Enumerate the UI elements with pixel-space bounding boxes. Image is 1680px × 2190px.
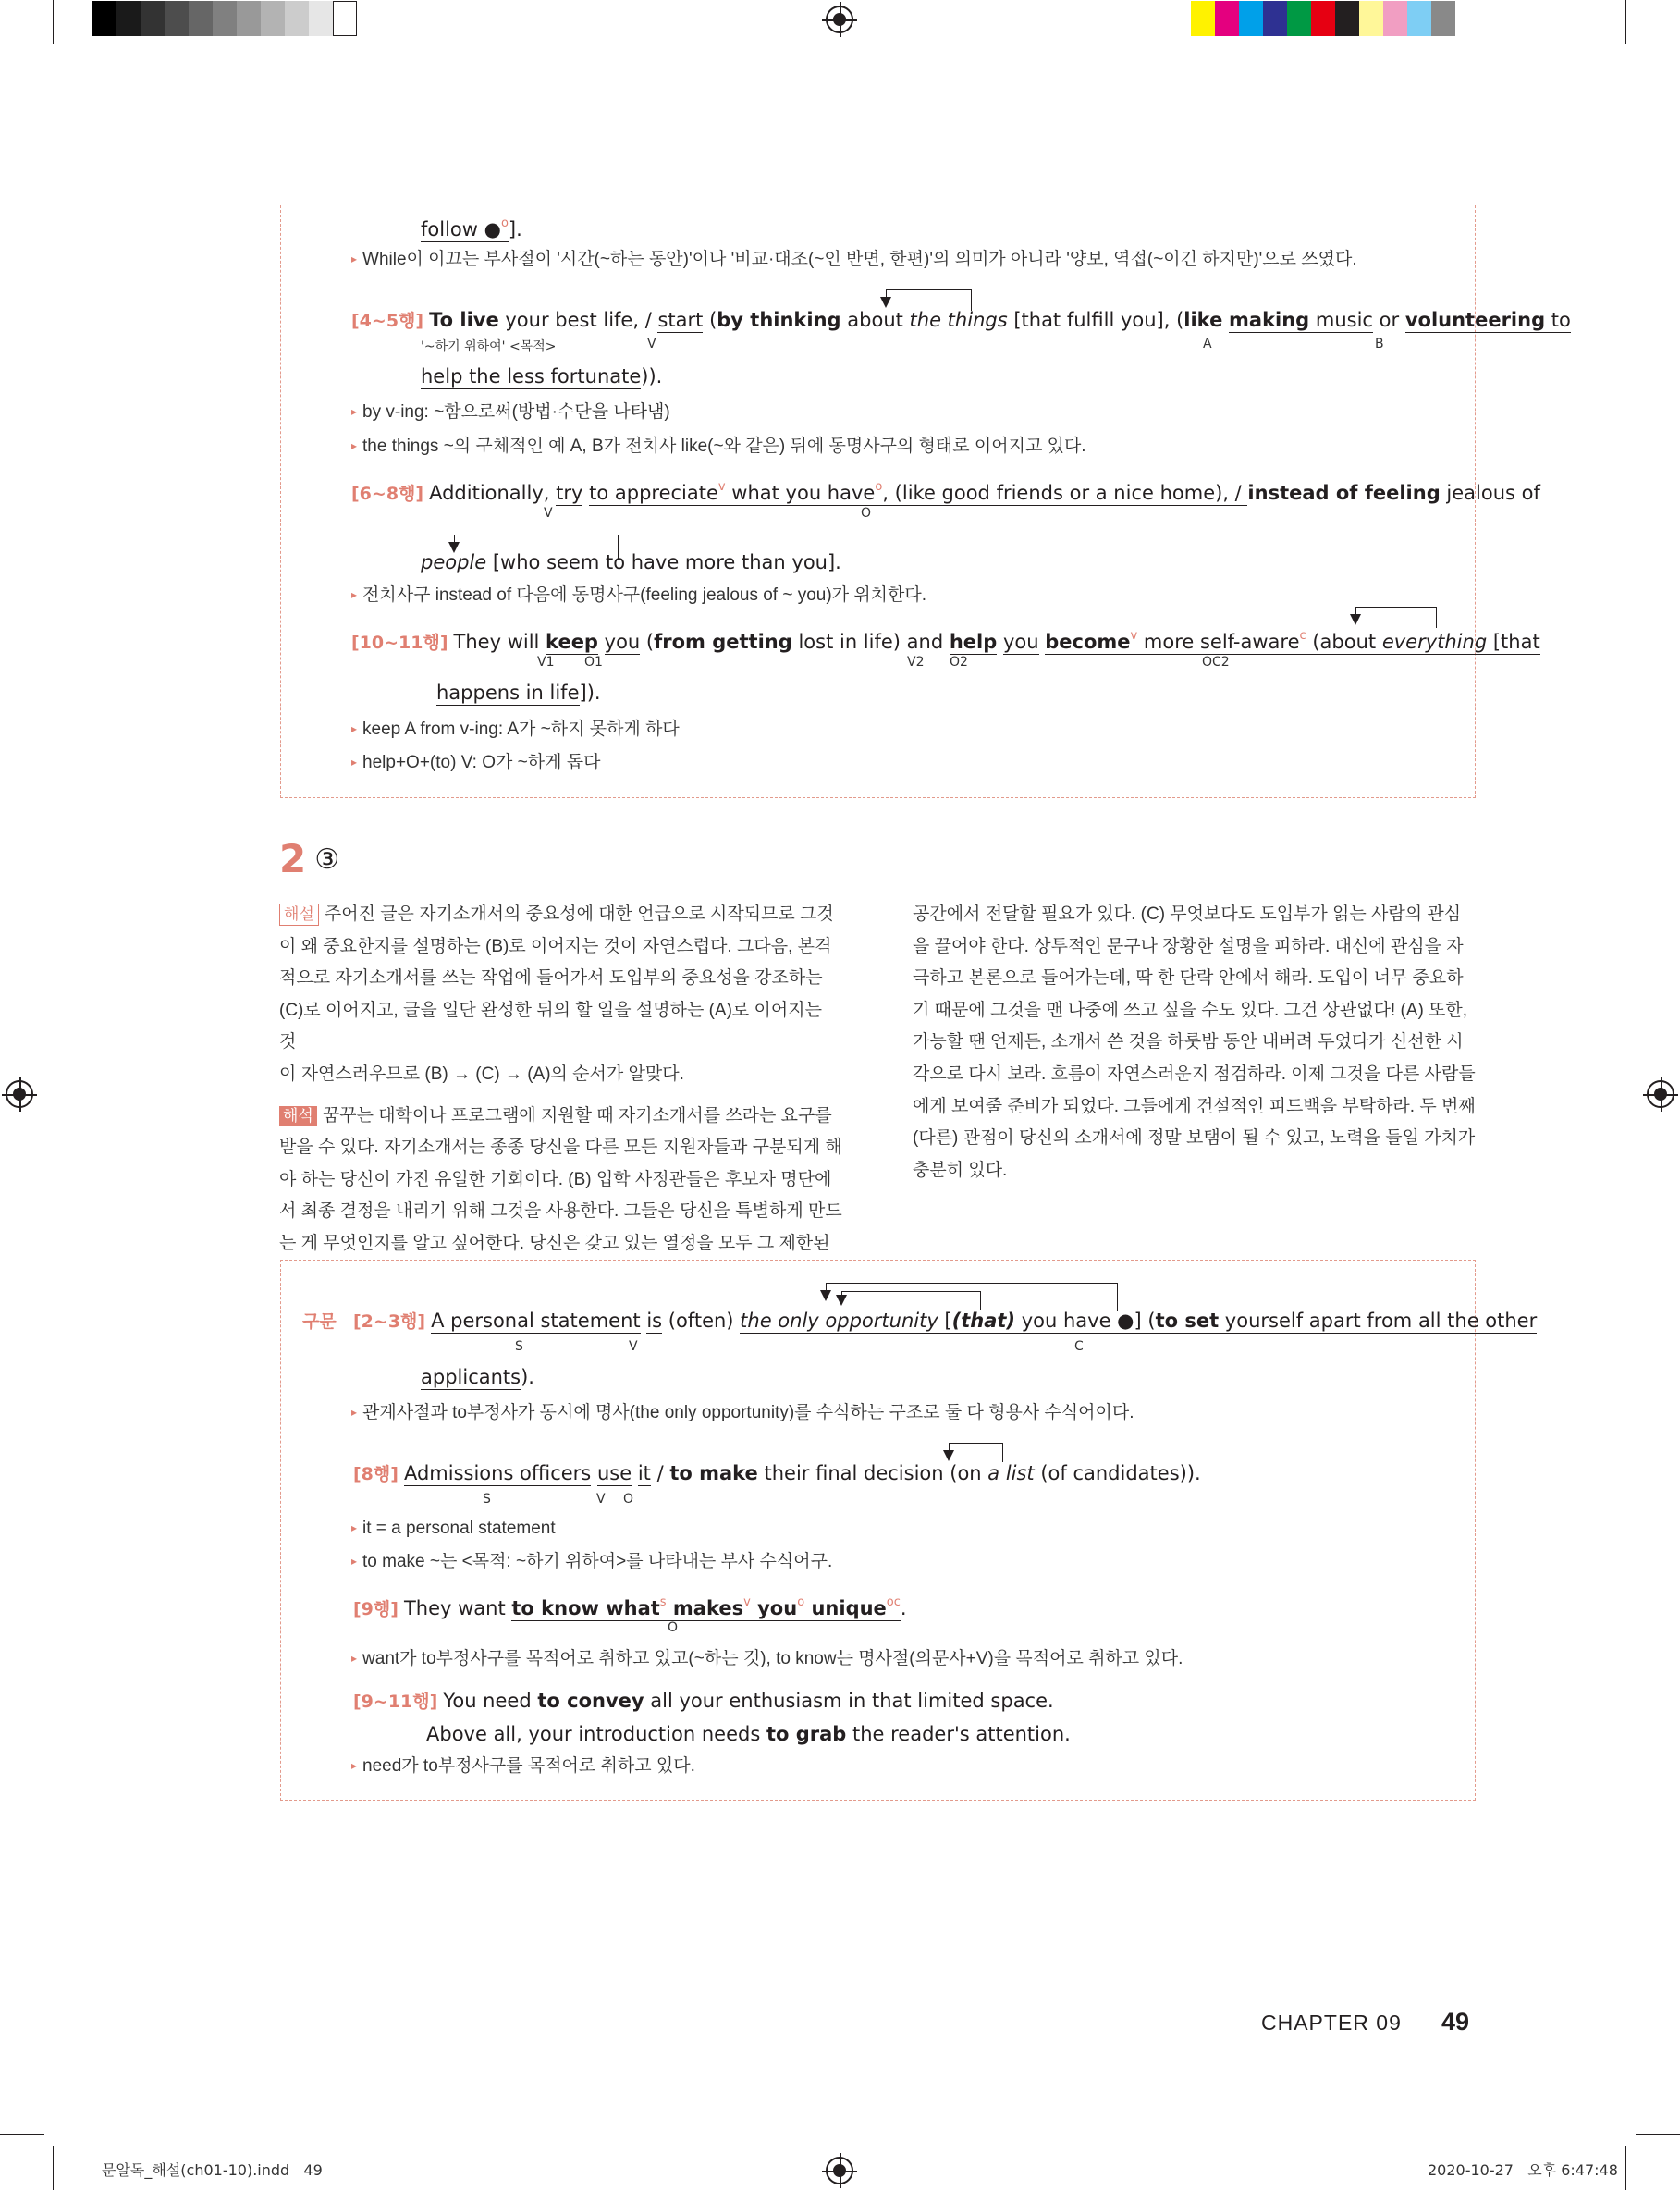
color-swatch xyxy=(333,1,357,36)
color-swatch xyxy=(261,1,285,36)
paragraph-line: 서 최종 결정을 내리기 위해 그것을 사용한다. 그들은 당신을 특별하게 만드 xyxy=(279,1201,842,1222)
color-swatch xyxy=(141,1,165,36)
paragraph-line: 충분히 있다. xyxy=(913,1160,1008,1180)
label-s: S xyxy=(515,1339,523,1354)
sentence-2-3: [2~3행] A personal statement is (often) the only opportunity [(that) you have ●] (to set yourself apart from all the other xyxy=(353,1310,1538,1332)
modifier-arrow xyxy=(949,1443,1003,1462)
note-want: ▸ want가 to부정사구를 목적어로 취하고 있고(~하는 것), to know는 명사절(의문사+V)을 목적어로 취하고 있다. xyxy=(351,1648,1183,1671)
translation-paragraph xyxy=(279,1101,843,1261)
sentence-4-5: [4~5행] To live your best life, / start (by thinking about the things [that fulfill you], (like making music or volunteering to xyxy=(351,309,1571,331)
print-timestamp: 2020-10-27 오후 6:47:48 xyxy=(1428,2161,1618,2179)
question-number: 2 xyxy=(279,836,307,881)
label-a: A xyxy=(1203,337,1212,351)
answer-choice: ③ xyxy=(314,843,340,876)
note-instead-of: ▸ 전치사구 instead of 다음에 동명사구(feeling jealous of ~ you)가 위치한다. xyxy=(351,584,926,608)
color-swatch xyxy=(189,1,213,36)
paragraph-line: 을 끌어야 한다. 상투적인 문구나 장황한 설명을 피하라. 대신에 관심을 자 xyxy=(913,936,1464,956)
label-o: O xyxy=(623,1492,634,1507)
registration-mark-bottom xyxy=(826,2157,853,2184)
color-swatch xyxy=(1287,1,1311,36)
sentence-9-11: [9~11행] You need to convey all your enthusiasm in that limited space. xyxy=(353,1690,1054,1712)
paragraph-line: 에게 보여줄 준비가 되었다. 그들에게 건설적인 피드백을 부탁하라. 두 번째 xyxy=(913,1096,1476,1116)
color-swatch xyxy=(1239,1,1263,36)
sentence-continuation: follow ●$^o$]. xyxy=(421,216,522,240)
label-purpose: '~하기 위하여' <목적> xyxy=(421,339,557,354)
arrow-head xyxy=(836,1295,847,1306)
arrow-head xyxy=(943,1450,954,1461)
note-relative-clause: ▸ 관계사절과 to부정사가 동시에 명사(the only opportunity)를 수식하는 구조로 둘 다 형용사 수식어이다. xyxy=(351,1402,1134,1425)
note-need: ▸ need가 to부정사구를 목적어로 취하고 있다. xyxy=(351,1755,695,1778)
label-c: C xyxy=(1074,1339,1084,1354)
explanation-badge: 해설 xyxy=(279,904,319,926)
translation-right xyxy=(913,899,1477,1187)
note-the-things: ▸ the things ~의 구체적인 예 A, B가 전치사 like(~와 같은) 뒤에 동명사구의 형태로 이어지고 있다. xyxy=(351,436,1086,459)
color-swatch xyxy=(1359,1,1383,36)
sentence-8: [8행] Admissions officers use it / to make their final decision (on a list (of candidates)). xyxy=(353,1462,1201,1484)
color-swatch xyxy=(1311,1,1335,36)
label-o: O xyxy=(668,1620,679,1635)
label-s: S xyxy=(483,1492,491,1507)
paragraph-line: 해설 주어진 글은 자기소개서의 중요성에 대한 언급으로 시작되므로 그것 xyxy=(279,899,843,931)
crop-mark xyxy=(0,2134,44,2135)
label-v2: V2 xyxy=(907,655,925,670)
page-number: 49 xyxy=(1441,2008,1470,2036)
registration-mark-left xyxy=(6,1080,33,1108)
crop-mark xyxy=(1625,0,1626,44)
chapter-label: CHAPTER 09 xyxy=(1261,2011,1402,2035)
paragraph-line: 적으로 자기소개서를 쓰는 작업에 들어가서 도입부의 중요성을 강조하는 xyxy=(279,968,823,989)
color-swatch xyxy=(285,1,309,36)
color-swatch xyxy=(309,1,333,36)
note-help: ▸ help+O+(to) V: O가 ~하게 돕다 xyxy=(351,752,600,775)
sentence-9: [9행] They want to know what$^s$ makes$^v$ you$^o$ unique$^{oc}$. xyxy=(353,1595,907,1619)
crop-mark xyxy=(1636,2134,1680,2135)
color-swatch xyxy=(116,1,141,36)
paragraph-line: (다른) 관점이 당신의 소개서에 정말 보탬이 될 수 있고, 노력을 들일 가치가 xyxy=(913,1128,1476,1149)
label-oc2: OC2 xyxy=(1202,655,1230,670)
label-o1: O1 xyxy=(584,655,603,670)
paragraph-line: 이 왜 중요한지를 설명하는 (B)로 이어지는 것이 자연스럽다. 그다음, 본격 xyxy=(279,936,832,956)
translation-badge: 해석 xyxy=(279,1106,317,1126)
color-swatch xyxy=(1191,1,1215,36)
color-swatch xyxy=(1383,1,1407,36)
color-swatch xyxy=(1263,1,1287,36)
paragraph-line: 기 때문에 그것을 맨 나중에 쓰고 싶을 수도 있다. 그건 상관없다! (A) 또한, xyxy=(913,1000,1468,1020)
sentence-6-8: [6~8행] Additionally, try to appreciate$^v$ what you have$^o$, (like good friends or a nice home), / instead of feeling jealous of xyxy=(351,480,1540,504)
label-o: O xyxy=(861,506,872,521)
paragraph-line: (C)로 이어지고, 글을 일단 완성한 뒤의 할 일을 설명하는 (A)로 이어지는 것 xyxy=(279,1000,822,1052)
paragraph-line: 극하고 본론으로 들어가는데, 딱 한 단락 안에서 해라. 도입이 너무 중요하 xyxy=(913,968,1464,989)
sentence-6-8-cont: people [who seem to have more than you]. xyxy=(421,551,841,573)
crop-mark xyxy=(53,0,54,44)
paragraph-line: 해석 꿈꾸는 대학이나 프로그램에 지원할 때 자기소개서를 쓰라는 요구를 xyxy=(279,1101,843,1133)
label-v: V xyxy=(544,506,553,521)
sentence-10-11: [10~11행] They will keep you (from getting lost in life) and help you become$^v$ more self-aware$^c$ (about everything [that xyxy=(351,629,1540,653)
syntax-label: 구문 xyxy=(302,1311,337,1332)
crop-mark xyxy=(53,2146,54,2190)
color-swatch xyxy=(1407,1,1431,36)
registration-mark-right xyxy=(1647,1080,1674,1108)
paragraph-line: 각으로 다시 보라. 흐름이 자연스러운지 점검하라. 이제 그것을 다른 사람들 xyxy=(913,1064,1476,1084)
paragraph-line: 공간에서 전달할 필요가 있다. (C) 무엇보다도 도입부가 읽는 사람의 관심 xyxy=(913,904,1462,924)
crop-mark xyxy=(1625,2146,1626,2190)
note-while: ▸ While이 이끄는 부사절이 '시간(~하는 동안)'이나 '비교·대조(~인 반면, 한편)'의 의미가 아니라 '양보, 역접(~이긴 하지만)'으로 쓰였다. xyxy=(351,249,1357,272)
label-b: B xyxy=(1375,337,1384,351)
note-to-make: ▸ to make ~는 <목적: ~하기 위하여>를 나타내는 부사 수식어구. xyxy=(351,1551,832,1574)
file-slug: 문알독_해설(ch01-10).indd 49 xyxy=(102,2161,323,2179)
label-v: V xyxy=(629,1339,638,1354)
color-swatch xyxy=(92,1,116,36)
explanation-paragraph xyxy=(279,899,843,1091)
paragraph-line: 이 자연스러우므로 (B) → (C) → (A)의 순서가 알맞다. xyxy=(279,1064,684,1084)
sentence-2-3-cont: applicants). xyxy=(421,1366,534,1388)
sentence-10-11-cont: happens in life]). xyxy=(436,682,601,704)
color-swatch xyxy=(237,1,261,36)
label-v1: V1 xyxy=(537,655,555,670)
note-it: ▸ it = a personal statement xyxy=(351,1518,556,1541)
arrow-head xyxy=(880,297,891,308)
registration-mark-top xyxy=(826,6,853,33)
paragraph-line: 가능할 땐 언제든, 소개서 쓴 것을 하룻밤 동안 내버려 두었다가 신선한 시 xyxy=(913,1032,1464,1052)
note-by-ving: ▸ by v-ing: ~함으로써(방법·수단을 나타냄) xyxy=(351,401,670,424)
question-heading xyxy=(279,836,339,881)
label-o2: O2 xyxy=(950,655,968,670)
color-swatch xyxy=(1215,1,1239,36)
sentence-4-5-cont: help the less fortunate)). xyxy=(421,365,663,388)
paragraph-line: 야 하는 당신이 가진 유일한 기회이다. (B) 입학 사정관들은 후보자 명단에 xyxy=(279,1169,832,1189)
paragraph-line: 는 게 무엇인지를 알고 싶어한다. 당신은 갖고 있는 열정을 모두 그 제한된 xyxy=(279,1233,830,1253)
arrow-head xyxy=(820,1290,831,1301)
note-keep-from: ▸ keep A from v-ing: A가 ~하지 못하게 하다 xyxy=(351,719,680,742)
label-v: V xyxy=(596,1492,606,1507)
color-swatch xyxy=(213,1,237,36)
paragraph-line: 받을 수 있다. 자기소개서는 종종 당신을 다른 모든 지원자들과 구분되게 해 xyxy=(279,1138,842,1158)
color-swatch xyxy=(1431,1,1455,36)
color-swatch xyxy=(165,1,189,36)
explanation-left xyxy=(279,899,843,1261)
color-swatch xyxy=(1335,1,1359,36)
label-v: V xyxy=(647,337,656,351)
modifier-arrow xyxy=(841,1291,981,1310)
sentence-9-11-cont: Above all, your introduction needs to grab the reader's attention. xyxy=(426,1723,1071,1745)
